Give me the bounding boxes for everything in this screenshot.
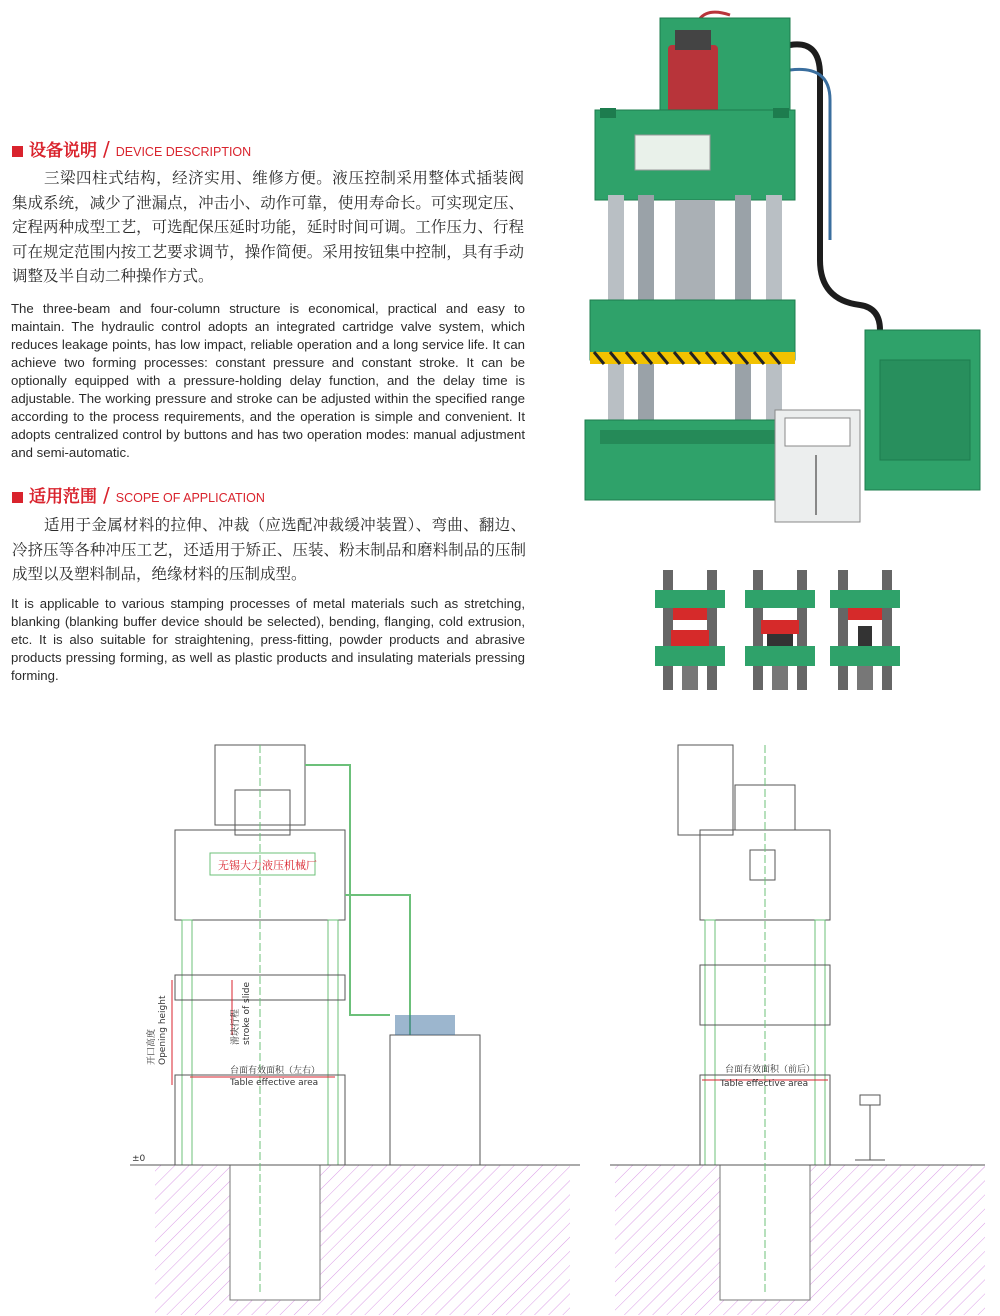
- scope-paragraph-cn: 适用于金属材料的拉伸、冲裁（应选配冲裁缓冲装置）、弯曲、翻边、冷挤压等各种冲压工艺，还适用于矫正、压装、粉末制品和磨料制品的压制成型以及塑料制品，绝缘材料的压制成型。: [12, 516, 526, 583]
- device-paragraph-cn: 三梁四柱式结构，经济实用、维修方便。液压控制采用整体式插装阀集成系统，减少了泄漏点，冲击小、动作可靠，使用寿命长。可实现定压、定程两种成型工艺，可选配保压延时功能，延时时间可调。工作压力、行程可在规定范围内按工艺要求调节，操作简便。采用按钮集中控制，具有手动调整及半自动二种操作方式。: [12, 169, 524, 285]
- heading-slash: /: [103, 137, 110, 161]
- opening-height-en: Opening height: [158, 995, 168, 1065]
- company-label: 无锡大力液压机械厂: [218, 859, 317, 872]
- device-heading-en: DEVICE DESCRIPTION: [115, 145, 252, 159]
- stroke-of-slide-cn: 滑块行程: [231, 1008, 241, 1045]
- device-paragraph-en: The three-beam and four-column structure is economical, practical and easy to maintain. The hydraulic control adopts an integrated cartridge valve system, which reduces leakage points, has low impact, reliable operation and a long service life. It can achieve two forming processes: constant pressure and constant stroke. It can be optionally equipped with a pressure-holding delay function, and the delay time is adjustable. The working pressure and stroke can be adjusted within the specified range according to the process requirements, and the operation is simple and convenient. It adopts centralized control by buttons and has two operation modes: manual adjustment and semi-automatic.: [11, 301, 525, 460]
- table-area-fb-en: Table effective area: [720, 1079, 809, 1089]
- table-area-lr-en: Table effective area: [230, 1078, 319, 1088]
- stroke-of-slide-en: stroke of slide: [242, 982, 252, 1045]
- device-heading-cn: 设备说明: [29, 141, 97, 161]
- opening-height-cn: 开口高度: [147, 1028, 157, 1065]
- scope-heading-en: SCOPE OF APPLICATION: [115, 491, 265, 505]
- scope-heading: [12, 482, 265, 507]
- table-area-fb-cn: 台面有效面积（前后）: [725, 1065, 816, 1075]
- technical-drawing-front: [110, 735, 590, 1315]
- red-square-bullet-icon: [12, 492, 23, 503]
- technical-drawing-side: [610, 735, 990, 1315]
- scope-heading-cn: 适用范围: [29, 487, 97, 507]
- operation-diagram-3: [830, 570, 900, 690]
- hydraulic-press-photo: [580, 0, 990, 525]
- red-square-bullet-icon: [12, 146, 23, 157]
- heading-slash: /: [103, 483, 110, 507]
- operation-diagrams: [650, 568, 910, 693]
- table-area-lr-cn: 台面有效面积（左右）: [230, 1066, 321, 1076]
- operation-diagram-2: [745, 570, 815, 690]
- ground-level-mark: ±0: [132, 1154, 146, 1164]
- operation-diagram-1: [655, 570, 725, 690]
- scope-paragraph-en: It is applicable to various stamping processes of metal materials such as stretching, blanking (blanking buffer device should be selected), bending, flanging, cold extrusion, etc. It is also suitable for straightening, press-fitting, powder products and abrasive products pressing forming, as well as plastic products and insulating materials pressing forming.: [11, 596, 525, 683]
- device-description-heading: [12, 136, 251, 161]
